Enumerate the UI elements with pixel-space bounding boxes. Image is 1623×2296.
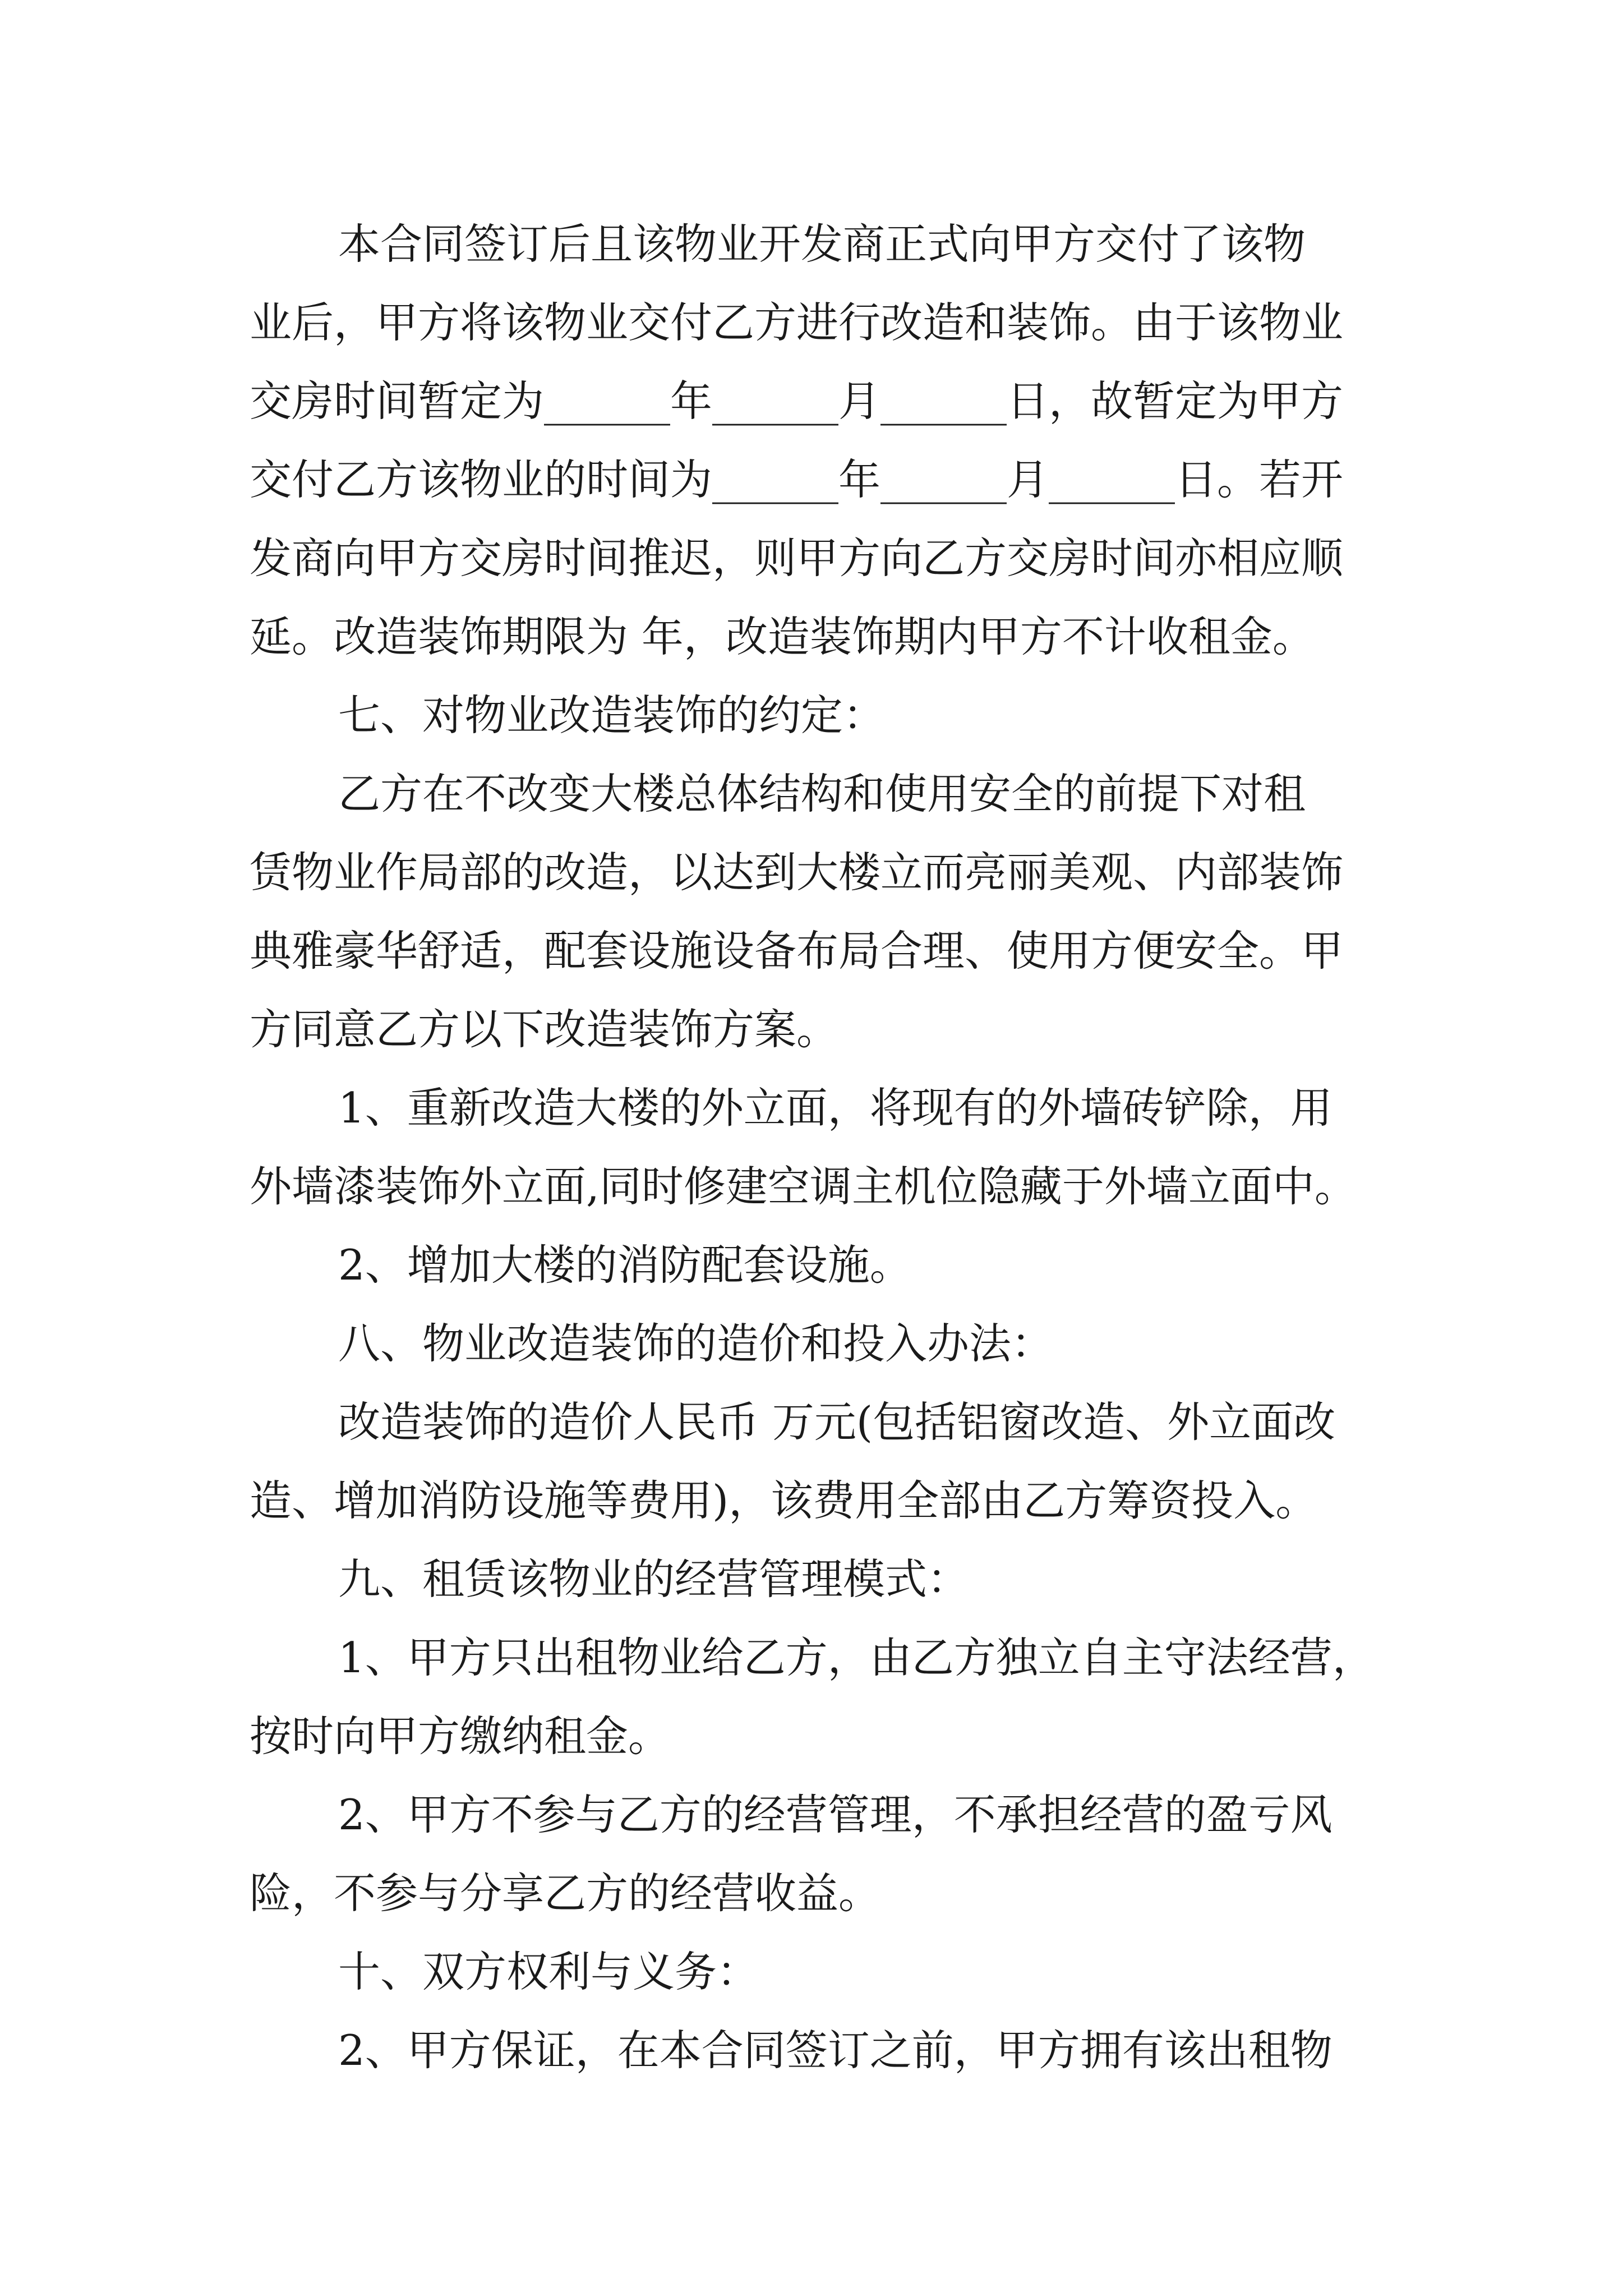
paragraph-line: 改造装饰的造价人民币 万元(包括铝窗改造、外立面改 [338,1397,1336,1447]
list-item: 2、甲方不参与乙方的经营管理，不承担经营的盈亏风 [338,1790,1332,1839]
section-heading: 八、物业改造装饰的造价和投入办法： [338,1319,1054,1368]
list-item: 2、增加大楼的消防配套设施。 [338,1240,912,1290]
list-item: 1、甲方只出租物业给乙方，由乙方独立自主守法经营， [338,1633,1375,1682]
paragraph-line: 典雅豪华舒适，配套设施设备布局合理、使用方便安全。甲 [250,926,1344,976]
paragraph-line: 交房时间暂定为______年______月______日，故暂定为甲方 [250,376,1344,426]
list-item: 2、甲方保证，在本合同签订之前，甲方拥有该出租物 [338,2026,1332,2075]
paragraph-line: 按时向甲方缴纳租金。 [250,1711,671,1761]
paragraph-line: 赁物业作局部的改造，以达到大楼立而亮丽美观、内部装饰 [250,848,1344,897]
paragraph-line: 交付乙方该物业的时间为______年______月______日。若开 [250,455,1344,504]
paragraph-line: 本合同签订后且该物业开发商正式向甲方交付了该物 [338,219,1306,269]
paragraph-line: 方同意乙方以下改造装饰方案。 [250,1005,839,1054]
paragraph-line: 发商向甲方交房时间推迟，则甲方向乙方交房时间亦相应顺 [250,533,1344,583]
paragraph-line: 延。改造装饰期限为 年，改造装饰期内甲方不计收租金。 [250,612,1315,661]
paragraph-line: 外墙漆装饰外立面,同时修建空调主机位隐藏于外墙立面中。 [250,1162,1357,1211]
section-heading: 七、对物业改造装饰的约定： [338,691,886,740]
paragraph-line: 业后，甲方将该物业交付乙方进行改造和装饰。由于该物业 [250,298,1344,347]
paragraph-line: 造、增加消防设施等费用)，该费用全部由乙方筹资投入。 [250,1476,1318,1525]
list-item: 1、重新改造大楼的外立面，将现有的外墙砖铲除，用 [338,1083,1332,1133]
section-heading: 十、双方权利与义务： [338,1947,759,1996]
paragraph-line: 乙方在不改变大楼总体结构和使用安全的前提下对租 [338,769,1306,818]
section-heading: 九、租赁该物业的经营管理模式： [338,1554,970,1604]
paragraph-line: 险，不参与分享乙方的经营收益。 [250,1869,881,1918]
